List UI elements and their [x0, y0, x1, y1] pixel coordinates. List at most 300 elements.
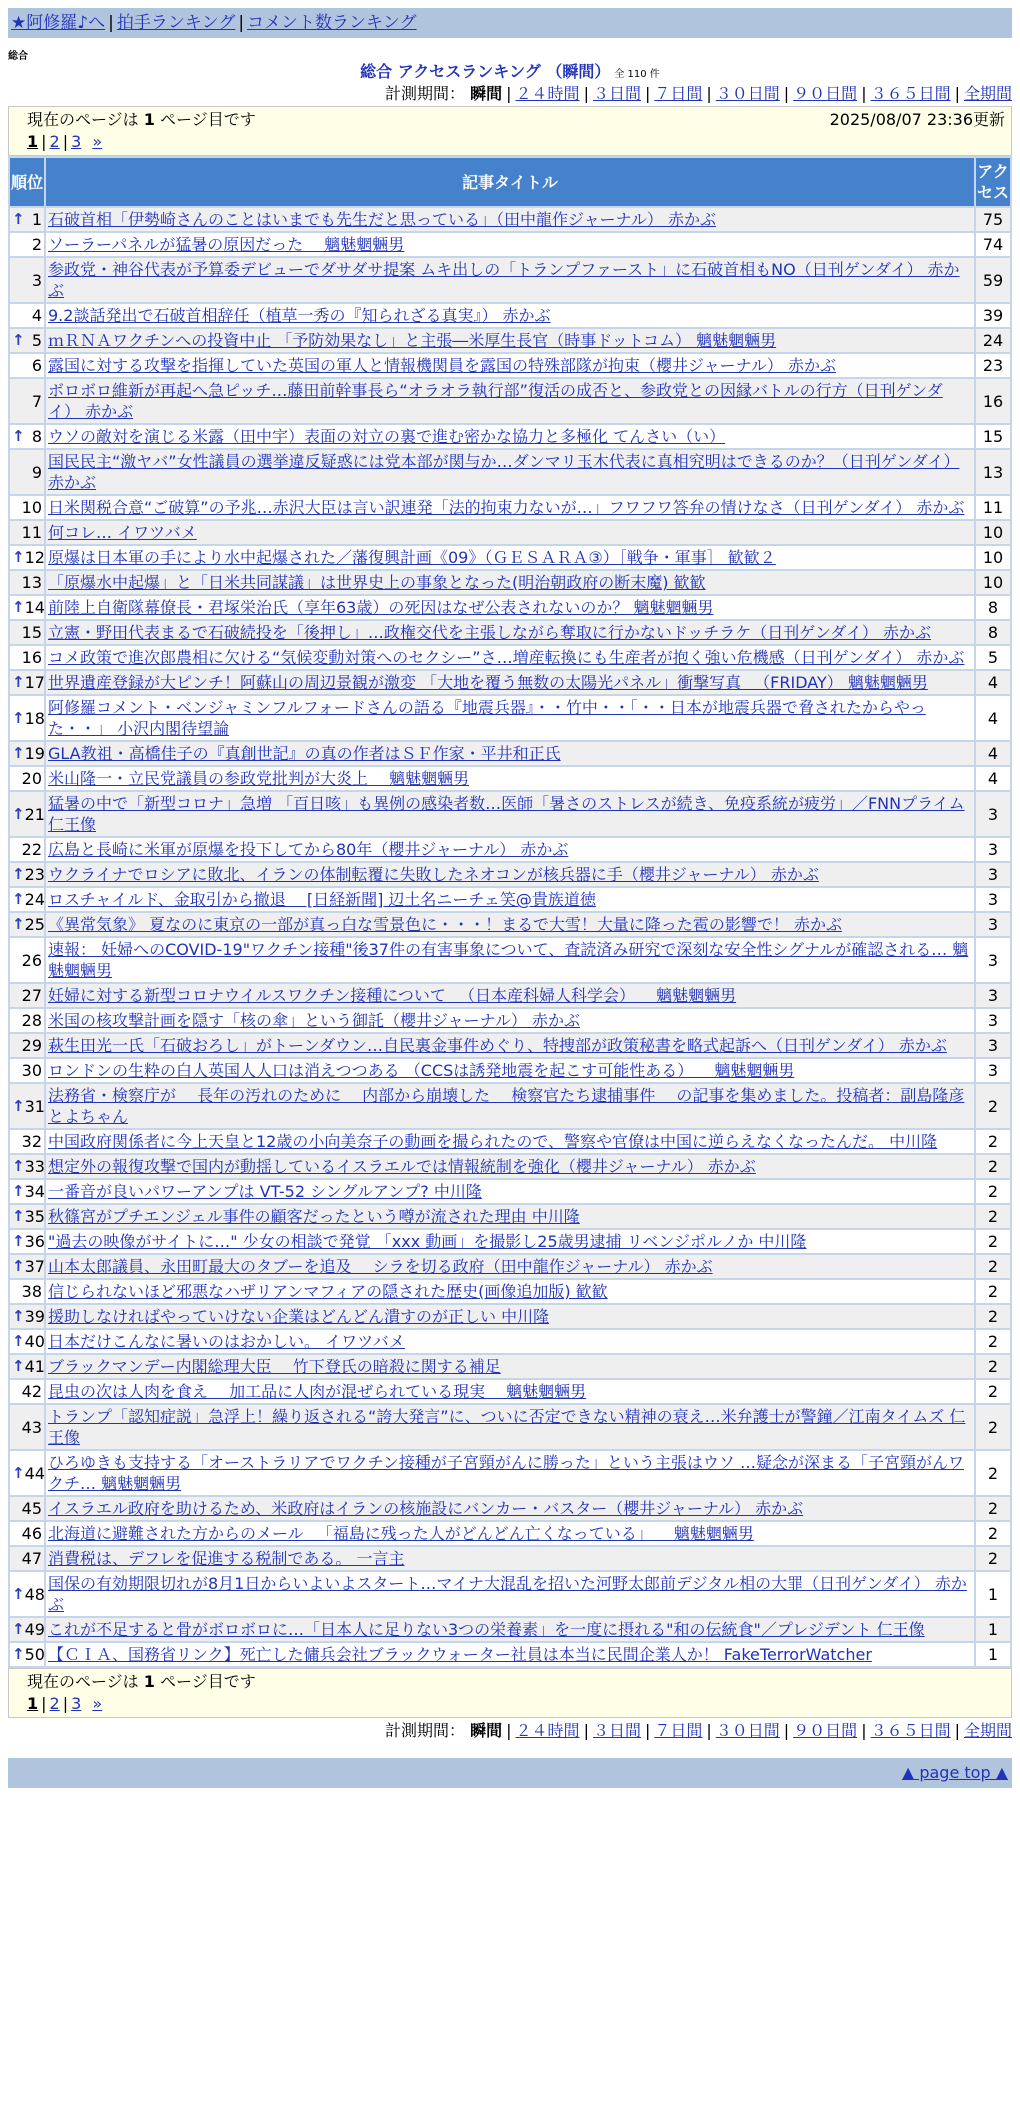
- rank-cell: [10, 1405, 44, 1449]
- article-title-link[interactable]: ボロボロ維新が再起へ急ピッチ…藤田前幹事長ら“オラオラ執行部”復活の成否と、参政党との因縁バトルの行方（日刊ゲンダイ） 赤かぶ: [48, 381, 943, 421]
- table-row: [10, 596, 1010, 619]
- access-count: 10: [976, 546, 1010, 569]
- rank-cell: [10, 571, 44, 594]
- table-row: [10, 984, 1010, 1007]
- title-cell: [46, 1230, 974, 1253]
- table-row: [10, 425, 1010, 448]
- rank-cell: [10, 646, 44, 669]
- table-row: [10, 767, 1010, 790]
- access-count: 2: [976, 1155, 1010, 1178]
- table-row: [10, 1522, 1010, 1545]
- article-title-link[interactable]: "過去の映像がサイトに…" 少女の相談で発覚 「xxx 動画」を撮影し25歳男逮捕 リベンジポルノか 中川隆: [48, 1232, 807, 1251]
- page-1-current: 1: [27, 1694, 39, 1713]
- up-arrow-icon: ↑: [12, 1307, 25, 1325]
- article-title-link[interactable]: GLA教祖・高橋佳子の『真創世記』の真の作者はＳＦ作家・平井和正氏: [48, 744, 561, 763]
- period-365d-link[interactable]: ３６５日間: [870, 84, 951, 103]
- access-count: 3: [976, 863, 1010, 886]
- page-2-link[interactable]: 2: [49, 1694, 60, 1713]
- rank-cell: [10, 1059, 44, 1082]
- rank-number: 9: [31, 462, 42, 482]
- next-page-link[interactable]: »: [92, 132, 103, 151]
- title-cell: [46, 1572, 974, 1616]
- title-cell: [46, 1497, 974, 1520]
- rank-number: 28: [21, 1011, 42, 1030]
- article-title-link[interactable]: 萩生田光一氏「石破おろし」がトーンダウン…自民裏金事件めぐり、特捜部が政策秘書を略式起訴へ（日刊ゲンダイ） 赤かぶ: [48, 1036, 947, 1055]
- article-title-link[interactable]: ロスチャイルド、金取引から撤退 [日経新聞] 辺土名ニーチェ笑@貴族道徳: [48, 890, 596, 909]
- period-90d-link[interactable]: ９０日間: [793, 1721, 858, 1740]
- up-arrow-icon: ↑: [12, 804, 25, 823]
- up-arrow-icon: ↑: [12, 673, 25, 691]
- rank-cell: [10, 742, 44, 765]
- access-count: 2: [976, 1230, 1010, 1253]
- article-title-link[interactable]: 援助しなければやっていけない企業はどんどん潰すのが正しい 中川隆: [48, 1307, 550, 1326]
- table-row: [10, 571, 1010, 594]
- asyura-home-link[interactable]: ★阿修羅♪へ: [11, 13, 106, 33]
- access-count: 3: [976, 1034, 1010, 1057]
- next-page-link[interactable]: »: [92, 1694, 103, 1713]
- access-count: 11: [976, 496, 1010, 519]
- rank-cell: [10, 792, 44, 836]
- access-count: 2: [976, 1330, 1010, 1353]
- title-cell: [46, 938, 974, 982]
- rank-number: 18: [24, 708, 45, 728]
- rank-cell: [10, 596, 44, 619]
- table-row: [10, 546, 1010, 569]
- up-arrow-icon: ↑: [12, 1096, 25, 1115]
- title-cell: [46, 304, 974, 327]
- ranking-table: [8, 156, 1012, 1668]
- up-arrow-icon: ↑: [12, 1257, 25, 1275]
- period-30d-link[interactable]: ３０日間: [715, 84, 780, 103]
- article-title-link[interactable]: 消費税は、デフレを促進する税制である。 一言主: [48, 1549, 405, 1568]
- access-count: 2: [976, 1547, 1010, 1570]
- category-tag: 総合: [8, 51, 28, 62]
- rank-cell: [10, 1230, 44, 1253]
- title-cell: [46, 1059, 974, 1082]
- article-title-link[interactable]: 信じられないほど邪悪なハザリアンマフィアの隠された歴史(画像追加版) 歓歓: [48, 1282, 608, 1301]
- title-cell: [46, 1355, 974, 1378]
- period-30d-link[interactable]: ３０日間: [715, 1721, 780, 1740]
- rank-number: 3: [31, 270, 42, 290]
- title-cell: [46, 258, 974, 302]
- title-cell: [46, 329, 974, 352]
- access-count: 1: [976, 1618, 1010, 1641]
- title-cell: [46, 425, 974, 448]
- period-all-link[interactable]: 全期間: [963, 84, 1012, 103]
- article-title-link[interactable]: これが不足すると骨がボロボロに…「日本人に足りない3つの栄養素」を一度に摂れる"和の伝統食"／プレジデント 仁王像: [48, 1620, 925, 1639]
- access-count: 2: [976, 1130, 1010, 1153]
- access-count: 1: [976, 1572, 1010, 1616]
- rank-number: 5: [31, 331, 42, 350]
- table-row: [10, 1497, 1010, 1520]
- table-row: [10, 1255, 1010, 1278]
- article-title-link[interactable]: 広島と長崎に米軍が原爆を投下してから80年（櫻井ジャーナル） 赤かぶ: [48, 840, 569, 859]
- article-title-link[interactable]: 米国の核攻撃計画を隠す「核の傘」という御託（櫻井ジャーナル） 赤かぶ: [48, 1011, 580, 1030]
- period-3d-link[interactable]: ３日間: [592, 1721, 641, 1740]
- table-row: [10, 888, 1010, 911]
- rank-number: 23: [24, 865, 45, 884]
- table-row: [10, 792, 1010, 836]
- rank-cell: [10, 1618, 44, 1641]
- article-title-link[interactable]: 【ＣＩＡ、国務省リンク】死亡した傭兵会社ブラックウォーター社員は本当に民間企業人か！ FakeTerrorWatcher: [48, 1645, 872, 1664]
- title-cell: [46, 1547, 974, 1570]
- rank-number: 32: [21, 1132, 42, 1151]
- period-all-link[interactable]: 全期間: [963, 1721, 1012, 1740]
- rank-number: 25: [24, 915, 45, 934]
- article-title-link[interactable]: 速報： 妊婦へのCOVID-19"ワクチン接種"後37件の有害事象について、査読済み研究で深刻な安全性シグナルが確認される… 魑魅魍魎男: [48, 940, 969, 980]
- rank-number: 7: [31, 391, 42, 411]
- access-count: 16: [976, 379, 1010, 423]
- article-title-link[interactable]: 「原爆水中起爆」と「日米共同謀議」は世界史上の事象となった(明治朝政府の断末魔) 歓歓: [48, 573, 706, 592]
- title-cell: [46, 838, 974, 861]
- up-arrow-icon: ↑: [12, 427, 25, 445]
- rank-number: 33: [24, 1157, 45, 1176]
- table-row: [10, 304, 1010, 327]
- rank-number: 27: [21, 986, 42, 1005]
- up-arrow-icon: ↑: [12, 1182, 25, 1200]
- rank-number: 43: [21, 1417, 42, 1437]
- title-cell: [46, 1405, 974, 1449]
- access-count: 10: [976, 571, 1010, 594]
- article-title-link[interactable]: 日本だけこんなに暑いのはおかしい。 イワツバメ: [48, 1332, 405, 1351]
- table-row: [10, 1205, 1010, 1228]
- rank-cell: [10, 208, 44, 231]
- rank-cell: [10, 425, 44, 448]
- article-title-link[interactable]: 立憲・野田代表まるで石破続投を「後押し」…政権交代を主張しながら奪取に行かないドッチラケ（日刊ゲンダイ） 赤かぶ: [48, 623, 932, 642]
- rank-cell: [10, 354, 44, 377]
- article-title-link[interactable]: 北海道に避難された方からのメール 「福島に残った人がどんどん亡くなっている」 魑魅魍魎男: [48, 1524, 754, 1543]
- rank-cell: [10, 1084, 44, 1128]
- table-row: [10, 496, 1010, 519]
- page-2-link[interactable]: 2: [49, 132, 60, 151]
- rank-cell: [10, 329, 44, 352]
- up-arrow-icon: ↑: [12, 744, 25, 762]
- page-3-link[interactable]: 3: [71, 132, 82, 151]
- period-3d-link[interactable]: ３日間: [592, 84, 641, 103]
- access-count: 2: [976, 1380, 1010, 1403]
- article-title-link[interactable]: 日米関税合意“ご破算”の予兆…赤沢大臣は言い訳連発「法的拘束力ないが…」フワフワ答弁の情けなさ（日刊ゲンダイ） 赤かぶ: [48, 498, 965, 517]
- rank-number: 24: [24, 890, 45, 909]
- article-title-link[interactable]: 石破首相「伊勢崎さんのことはいまでも先生だと思っている」（田中龍作ジャーナル） 赤かぶ: [48, 210, 716, 229]
- period-label: 計測期間：: [385, 1721, 466, 1740]
- article-title-link[interactable]: 一番音が良いパワーアンプは VT-52 シングルアンプ? 中川隆: [48, 1182, 482, 1201]
- up-arrow-icon: ↑: [12, 915, 25, 933]
- access-count: 2: [976, 1205, 1010, 1228]
- table-row: [10, 329, 1010, 352]
- article-title-link[interactable]: 昆虫の次は人肉を食え 加工品に人肉が混ぜられている現実 魑魅魍魎男: [48, 1382, 587, 1401]
- rank-cell: [10, 304, 44, 327]
- rank-number: 2: [31, 235, 42, 254]
- rank-number: 48: [24, 1584, 45, 1604]
- rank-number: 31: [24, 1096, 45, 1116]
- title-cell: [46, 1205, 974, 1228]
- period-current: 瞬間: [470, 1721, 503, 1740]
- rank-cell: [10, 233, 44, 256]
- period-7d-link[interactable]: ７日間: [654, 84, 703, 103]
- rank-cell: [10, 838, 44, 861]
- page-3-link[interactable]: 3: [71, 1694, 82, 1713]
- rank-cell: [10, 496, 44, 519]
- access-count: 2: [976, 1280, 1010, 1303]
- article-title-link[interactable]: 国保の有効期限切れが8月1日からいよいよスタート…マイナ大混乱を招いた河野太郎前デジタル相の大罪（日刊ゲンダイ） 赤かぶ: [48, 1574, 967, 1614]
- comment-ranking-link[interactable]: コメント数ランキング: [247, 13, 417, 33]
- period-7d-link[interactable]: ７日間: [654, 1721, 703, 1740]
- title-cell: [46, 767, 974, 790]
- rank-number: 8: [31, 427, 42, 446]
- article-title-link[interactable]: 想定外の報復攻撃で国内が動揺しているイスラエルでは情報統制を強化（櫻井ジャーナル） 赤かぶ: [48, 1157, 756, 1176]
- title-cell: [46, 888, 974, 911]
- rank-cell: [10, 1380, 44, 1403]
- rank-header: 順位: [10, 158, 44, 206]
- title-cell: [46, 546, 974, 569]
- table-row: [10, 1280, 1010, 1303]
- access-count: 2: [976, 1497, 1010, 1520]
- period-24h-link[interactable]: ２４時間: [515, 1721, 580, 1740]
- article-title-link[interactable]: ｍＲＮＡワクチンへの投資中止 「予防効果なし」と主張―米厚生長官（時事ドットコム） 魑魅魍魎男: [48, 331, 777, 350]
- table-row: [10, 1305, 1010, 1328]
- rank-number: 42: [21, 1382, 42, 1401]
- access-count: 74: [976, 233, 1010, 256]
- title-cell: [46, 1155, 974, 1178]
- access-count: 15: [976, 425, 1010, 448]
- title-cell: [46, 696, 974, 740]
- article-title-link[interactable]: コメ政策で進次郎農相に欠ける“気候変動対策へのセクシー”さ…増産転換にも生産者が抱く強い危機感（日刊ゲンダイ） 赤かぶ: [48, 648, 965, 667]
- title-cell: [46, 1618, 974, 1641]
- title-cell: [46, 742, 974, 765]
- article-title-link[interactable]: 阿修羅コメント・ベンジャミンフルフォードさんの語る『地震兵器』・・竹中・・「・・日本が地震兵器で脅されたからやった・・」 小沢内閣待望論: [48, 698, 926, 738]
- rank-number: 37: [24, 1257, 45, 1276]
- up-arrow-icon: ↑: [12, 598, 25, 616]
- rank-number: 47: [21, 1549, 42, 1568]
- article-title-link[interactable]: ロンドンの生粋の白人英国人人口は消えつつある （CCSは誘発地震を起こす可能性ある） 魑魅魍魎男: [48, 1061, 795, 1080]
- up-arrow-icon: ↑: [12, 1645, 25, 1663]
- article-title-link[interactable]: 山本太郎議員、永田町最大のタブーを追及 シラを切る政府（田中龍作ジャーナル） 赤かぶ: [48, 1257, 713, 1276]
- rank-number: 12: [24, 548, 45, 567]
- table-row: [10, 646, 1010, 669]
- rank-number: 13: [21, 573, 42, 592]
- rank-number: 34: [24, 1182, 45, 1201]
- article-title-link[interactable]: 妊婦に対する新型コロナウイルスワクチン接種について （日本産科婦人科学会） 魑魅魍魎男: [48, 986, 737, 1005]
- period-365d-link[interactable]: ３６５日間: [870, 1721, 951, 1740]
- rank-number: 45: [21, 1499, 42, 1518]
- period-selector-bottom: 計測期間： 瞬間 | ２４時間 | ３日間 | ７日間 | ３０日間 | ９０日間 | ３６５日間 | 全期間: [385, 1721, 1012, 1740]
- article-title-link[interactable]: 《異常気象》 夏なのに東京の一部が真っ白な雪景色に・・・！まるで大雪！大量に降った雹の影響で！ 赤かぶ: [48, 915, 843, 934]
- up-arrow-icon: ↑: [12, 1207, 25, 1225]
- access-count: 23: [976, 354, 1010, 377]
- rank-number: 39: [24, 1307, 45, 1326]
- access-count: 24: [976, 329, 1010, 352]
- article-title-link[interactable]: ウソの敵対を演じる米露（田中宇）表面の対立の裏で進む密かな協力と多極化 てんさい（い）: [48, 427, 726, 446]
- rank-number: 19: [24, 744, 45, 763]
- period-current: 瞬間: [470, 84, 503, 103]
- rank-cell: [10, 450, 44, 494]
- up-arrow-icon: ↑: [12, 1332, 25, 1350]
- rank-cell: [10, 521, 44, 544]
- article-title-link[interactable]: 米山隆一・立民党議員の参政党批判が大炎上 魑魅魍魎男: [48, 769, 470, 788]
- rank-cell: [10, 1130, 44, 1153]
- article-title-link[interactable]: ブラックマンデー内閣総理大臣 竹下登氏の暗殺に関する補足: [48, 1357, 501, 1376]
- access-count: 2: [976, 1451, 1010, 1495]
- title-cell: [46, 1643, 974, 1666]
- rank-number: 50: [24, 1645, 45, 1664]
- page-title-row: [8, 61, 1012, 82]
- rank-cell: [10, 938, 44, 982]
- rank-cell: [10, 1643, 44, 1666]
- title-cell: [46, 913, 974, 936]
- title-cell: [46, 233, 974, 256]
- article-title-link[interactable]: 露国に対する攻撃を指揮していた英国の軍人と情報機関員を露国の特殊部隊が拘束（櫻井ジャーナル） 赤かぶ: [48, 356, 836, 375]
- title-cell: [46, 1280, 974, 1303]
- rank-cell: [10, 1180, 44, 1203]
- rank-cell: [10, 379, 44, 423]
- period-24h-link[interactable]: ２４時間: [515, 84, 580, 103]
- access-count: 2: [976, 1522, 1010, 1545]
- table-row: [10, 208, 1010, 231]
- table-row: [10, 1084, 1010, 1128]
- title-cell: [46, 984, 974, 1007]
- access-count: 2: [976, 1405, 1010, 1449]
- rank-cell: [10, 546, 44, 569]
- rank-cell: [10, 1572, 44, 1616]
- period-selector-top: 計測期間： 瞬間 | ２４時間 | ３日間 | ７日間 | ３０日間 | ９０日間 | ３６５日間 | 全期間: [385, 84, 1012, 103]
- rank-cell: [10, 1205, 44, 1228]
- access-count: 4: [976, 767, 1010, 790]
- article-title-link[interactable]: 9.2談話発出で石破首相辞任（植草一秀の『知られざる真実』） 赤かぶ: [48, 306, 551, 325]
- pager-top: 現在のページは 1 ページ目です 2025/08/07 23:36更新 1 | 2 | 3 »: [8, 106, 1012, 156]
- period-90d-link[interactable]: ９０日間: [793, 84, 858, 103]
- title-cell: [46, 379, 974, 423]
- article-title-link[interactable]: イスラエル政府を助けるため、米政府はイランの核施設にバンカー・バスター（櫻井ジャーナル） 赤かぶ: [48, 1499, 804, 1518]
- access-count: 2: [976, 1180, 1010, 1203]
- access-count: 4: [976, 696, 1010, 740]
- clap-ranking-link[interactable]: 拍手ランキング: [116, 13, 236, 33]
- article-title-link[interactable]: 秋篠宮がプチエンジェル事件の顧客だったという噂が流された理由 中川隆: [48, 1207, 580, 1226]
- title-cell: [46, 1130, 974, 1153]
- page-title: 総合 アクセスランキング （瞬間）: [360, 62, 611, 81]
- title-cell: [46, 596, 974, 619]
- article-title-link[interactable]: 世界遺産登録が大ピンチ！阿蘇山の周辺景観が激変 「大地を覆う無数の太陽光パネル」衝撃写真 （FRIDAY） 魑魅魍魎男: [48, 673, 928, 692]
- table-row: [10, 621, 1010, 644]
- nav-separator: |: [108, 13, 114, 33]
- table-row: [10, 1355, 1010, 1378]
- table-row: [10, 1643, 1010, 1666]
- article-title-link[interactable]: 国民民主“激ヤバ”女性議員の選挙違反疑惑には党本部が関与か…ダンマリ玉木代表に真相究明はできるのか？（日刊ゲンダイ） 赤かぶ: [48, 452, 960, 492]
- rank-number: 44: [24, 1463, 45, 1483]
- article-title-link[interactable]: ソーラーパネルが猛暑の原因だった 魑魅魍魎男: [48, 235, 405, 254]
- table-row: [10, 1330, 1010, 1353]
- table-row: [10, 1180, 1010, 1203]
- title-cell: [46, 1084, 974, 1128]
- table-row: [10, 233, 1010, 256]
- table-row: [10, 1155, 1010, 1178]
- up-arrow-icon: ↑: [12, 708, 25, 727]
- rank-number: 17: [24, 673, 45, 692]
- total-count: 全 110 件: [614, 69, 660, 80]
- page-1-current: 1: [27, 132, 39, 151]
- article-title-link[interactable]: 中国政府関係者に今上天皇と12歳の小向美奈子の動画を撮られたので、警察や官僚は中国に逆らえなくなったんだ。 中川隆: [48, 1132, 938, 1151]
- title-cell: [46, 1009, 974, 1032]
- rank-number: 1: [31, 210, 42, 229]
- up-arrow-icon: ↑: [12, 1620, 25, 1638]
- access-header: アクセス: [976, 158, 1010, 206]
- up-arrow-icon: ↑: [12, 331, 25, 349]
- article-title-link[interactable]: 原爆は日本軍の手により水中起爆された／藩復興計画《09》（ＧＥＳＡＲＡ③）［戦争・軍事］ 歓歓２: [48, 548, 776, 567]
- article-title-link[interactable]: ひろゆきも支持する「オーストラリアでワクチン接種が子宮頸がんに勝った」という主張はウソ …疑念が深まる「子宮頸がんワクチ… 魑魅魍魎男: [48, 1453, 964, 1493]
- table-row: [10, 696, 1010, 740]
- access-count: 2: [976, 1255, 1010, 1278]
- table-row: [10, 863, 1010, 886]
- article-title-link[interactable]: 参政党・神谷代表が予算委デビューでダサダサ提案 ムキ出しの「トランプファースト」に石破首相もNO（日刊ゲンダイ） 赤かぶ: [48, 260, 960, 300]
- access-count: 3: [976, 1009, 1010, 1032]
- article-title-link[interactable]: 法務省・検察庁が 長年の汚れのために 内部から崩壊した 検察官たち逮捕事件 の記事を集めました。投稿者：副島隆彦とよちゃん: [48, 1086, 965, 1126]
- page-top-link[interactable]: ▲ page top ▲: [901, 1763, 1008, 1782]
- access-count: 4: [976, 671, 1010, 694]
- table-row: [10, 1059, 1010, 1082]
- title-cell: [46, 571, 974, 594]
- title-cell: [46, 1034, 974, 1057]
- article-title-link[interactable]: トランプ「認知症説」急浮上！繰り返される“誇大発言”に、ついに否定できない精神の衰え…米弁護士が警鐘／江南タイムズ 仁王像: [48, 1407, 966, 1447]
- rank-cell: [10, 1255, 44, 1278]
- rank-cell: [10, 1497, 44, 1520]
- title-cell: [46, 621, 974, 644]
- title-cell: [46, 1330, 974, 1353]
- access-count: 3: [976, 938, 1010, 982]
- table-row: [10, 379, 1010, 423]
- access-count: 2: [976, 1084, 1010, 1128]
- top-nav-bar: [8, 8, 1012, 38]
- title-cell: [46, 521, 974, 544]
- access-count: 75: [976, 208, 1010, 231]
- access-count: 1: [976, 1643, 1010, 1666]
- rank-number: 16: [21, 648, 42, 667]
- access-count: 3: [976, 1059, 1010, 1082]
- article-title-link[interactable]: 前陸上自衛隊幕僚長・君塚栄治氏（享年63歳）の死因はなぜ公表されないのか？ 魑魅魍魎男: [48, 598, 714, 617]
- article-title-link[interactable]: 何コレ… イワツバメ: [48, 523, 197, 542]
- rank-number: 49: [24, 1620, 45, 1639]
- page-status: 現在のページは 1 ページ目です: [27, 1672, 256, 1691]
- table-row: [10, 1405, 1010, 1449]
- up-arrow-icon: ↑: [12, 1232, 25, 1250]
- rank-cell: [10, 767, 44, 790]
- table-row: [10, 1547, 1010, 1570]
- article-title-link[interactable]: 猛暑の中で「新型コロナ」急増 「百日咳」も異例の感染者数…医師「暑さのストレスが続き、免疫系統が疲労」／FNNプライム 仁王像: [48, 794, 965, 834]
- rank-cell: [10, 1330, 44, 1353]
- table-row: [10, 1618, 1010, 1641]
- access-count: 39: [976, 304, 1010, 327]
- table-row: [10, 521, 1010, 544]
- access-count: 5: [976, 646, 1010, 669]
- title-cell: [46, 450, 974, 494]
- table-row: [10, 258, 1010, 302]
- up-arrow-icon: ↑: [12, 865, 25, 883]
- title-cell: [46, 671, 974, 694]
- table-row: [10, 354, 1010, 377]
- access-count: 3: [976, 888, 1010, 911]
- access-count: 10: [976, 521, 1010, 544]
- rank-number: 15: [21, 623, 42, 642]
- rank-cell: [10, 1009, 44, 1032]
- table-row: [10, 1451, 1010, 1495]
- rank-cell: [10, 888, 44, 911]
- access-count: 13: [976, 450, 1010, 494]
- rank-number: 38: [21, 1282, 42, 1301]
- period-label: 計測期間：: [385, 84, 466, 103]
- title-cell: [46, 496, 974, 519]
- up-arrow-icon: ↑: [12, 1463, 25, 1482]
- rank-cell: [10, 671, 44, 694]
- article-title-link[interactable]: ウクライナでロシアに敗北、イランの体制転覆に失敗したネオコンが核兵器に手（櫻井ジャーナル） 赤かぶ: [48, 865, 819, 884]
- access-count: 8: [976, 596, 1010, 619]
